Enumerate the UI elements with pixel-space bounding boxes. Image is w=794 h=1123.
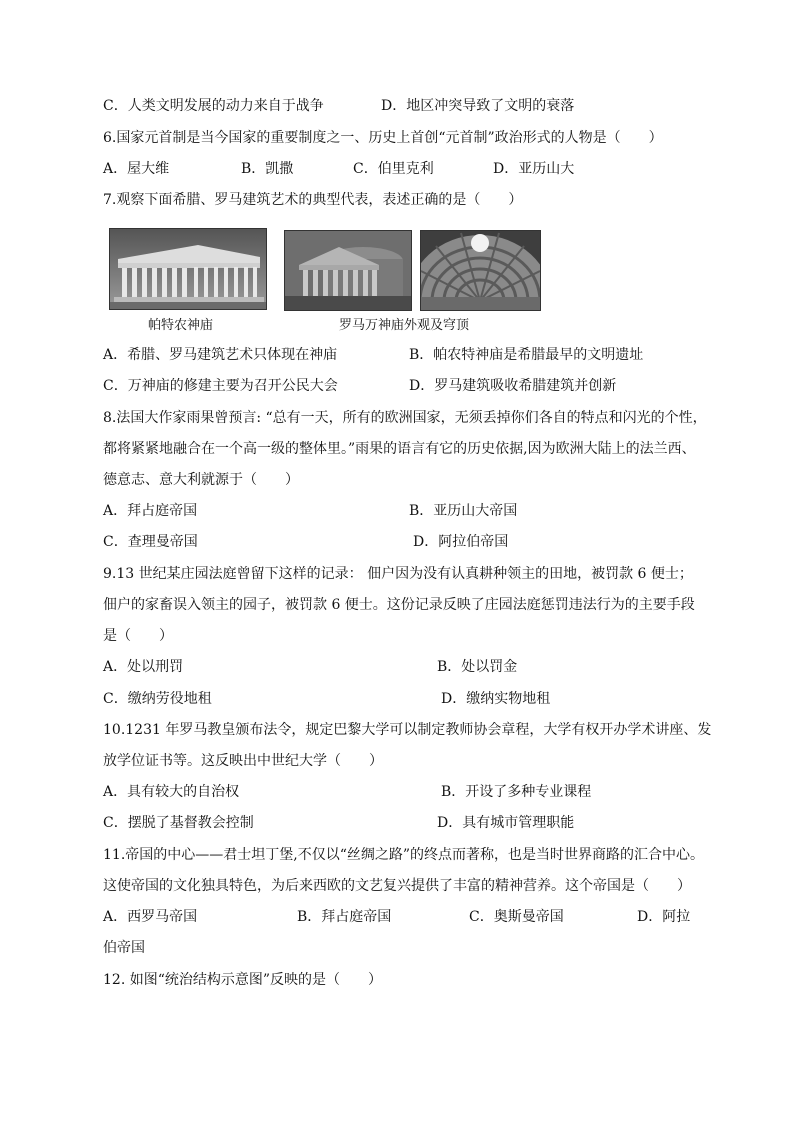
q7-option-c: C．万神庙的修建主要为召开公民大会	[103, 378, 338, 394]
q6-option-a: A．屋大维	[103, 161, 170, 177]
q7-option-b: B．帕农特神庙是希腊最早的文明遗址	[409, 347, 644, 363]
pantheon-dome-image	[421, 231, 540, 310]
q9-option-d: D．缴纳实物地租	[441, 691, 551, 707]
q10-option-a: A．具有较大的自治权	[103, 784, 240, 800]
q12-stem: 12. 如图“统治结构示意图”反映的是（ ）	[103, 972, 383, 988]
caption-pantheon: 罗马万神庙外观及穹顶	[339, 318, 470, 333]
q9-option-b: B．处以罚金	[437, 659, 518, 675]
q10-stem-line2: 放学位证书等。这反映出中世纪大学（ ）	[103, 753, 383, 769]
q10-stem-line1: 10.1231 年罗马教皇颁布法令，规定巴黎大学可以制定教师协会章程，大学有权开办学术讲座、发	[103, 722, 712, 738]
q11-option-a: A．西罗马帝国	[103, 909, 198, 925]
q8-stem-line3: 德意志、意大利就源于（ ）	[103, 472, 299, 488]
q7-option-d: D．罗马建筑吸收希腊建筑并创新	[409, 378, 617, 394]
q10-option-d: D．具有城市管理职能	[437, 815, 575, 831]
pantheon-exterior-image	[285, 231, 411, 310]
q11-stem-line2: 这使帝国的文化独具特色，为后来西欧的文艺复兴提供了丰富的精神营养。这个帝国是（ ）	[103, 878, 691, 894]
q8-stem-line1: 8.法国大作家雨果曾预言: “总有一天，所有的欧洲国家，无须丢掉你们各自的特点和闪光的个性，	[103, 410, 707, 426]
parthenon-image	[110, 229, 266, 309]
q9-stem-line3: 是（ ）	[103, 628, 173, 644]
q11-option-b: B．拜占庭帝国	[297, 909, 392, 925]
q11-option-d: D．阿拉	[637, 909, 691, 925]
q7-option-a: A．希腊、罗马建筑艺术只体现在神庙	[103, 347, 338, 363]
q10-option-b: B．开设了多种专业课程	[441, 784, 592, 800]
q6-option-c: C．伯里克利	[353, 161, 434, 177]
pantheon-dome-photo	[420, 230, 541, 311]
q5-option-c: C．人类文明发展的动力来自于战争	[103, 98, 324, 114]
q9-option-c: C．缴纳劳役地租	[103, 691, 212, 707]
q6-option-d: D．亚历山大	[493, 161, 575, 177]
q6-option-b: B．凯撒	[241, 161, 294, 177]
q8-option-a: A．拜占庭帝国	[103, 503, 198, 519]
q10-option-c: C．摆脱了基督教会控制	[103, 815, 254, 831]
caption-parthenon: 帕特农神庙	[148, 318, 214, 333]
q11-option-c: C．奥斯曼帝国	[469, 909, 564, 925]
q8-option-c: C．查理曼帝国	[103, 534, 198, 550]
q8-stem-line2: 都将紧紧地融合在一个高一级的整体里。”雨果的语言有它的历史依据,因为欧洲大陆上的法兰西、	[103, 441, 696, 457]
q5-option-d: D．地区冲突导致了文明的衰落	[381, 98, 575, 114]
parthenon-photo	[109, 228, 267, 310]
q7-stem: 7.观察下面希腊、罗马建筑艺术的典型代表，表述正确的是（ ）	[103, 192, 523, 208]
q8-option-d: D．阿拉伯帝国	[413, 534, 509, 550]
q11-stem-line1: 11.帝国的中心——君士坦丁堡,不仅以“丝绸之路”的终点而著称，也是当时世界商路的汇合中心。	[103, 847, 705, 863]
q9-option-a: A．处以刑罚	[103, 659, 184, 675]
q9-stem-line2: 佃户的家畜误入领主的园子，被罚款 6 便士。这份记录反映了庄园法庭惩罚违法行为的主要手段	[103, 597, 695, 613]
pantheon-exterior-photo	[284, 230, 412, 311]
q8-option-b: B．亚历山大帝国	[409, 503, 518, 519]
q11-option-d-continued: 伯帝国	[103, 940, 145, 956]
q9-stem-line1: 9.13 世纪某庄园法庭曾留下这样的记录： 佃户因为没有认真耕种领主的田地，被罚款 6 便士；	[103, 566, 693, 582]
q6-stem: 6.国家元首制是当今国家的重要制度之一、历史上首创“元首制”政治形式的人物是（ ）	[103, 130, 663, 146]
